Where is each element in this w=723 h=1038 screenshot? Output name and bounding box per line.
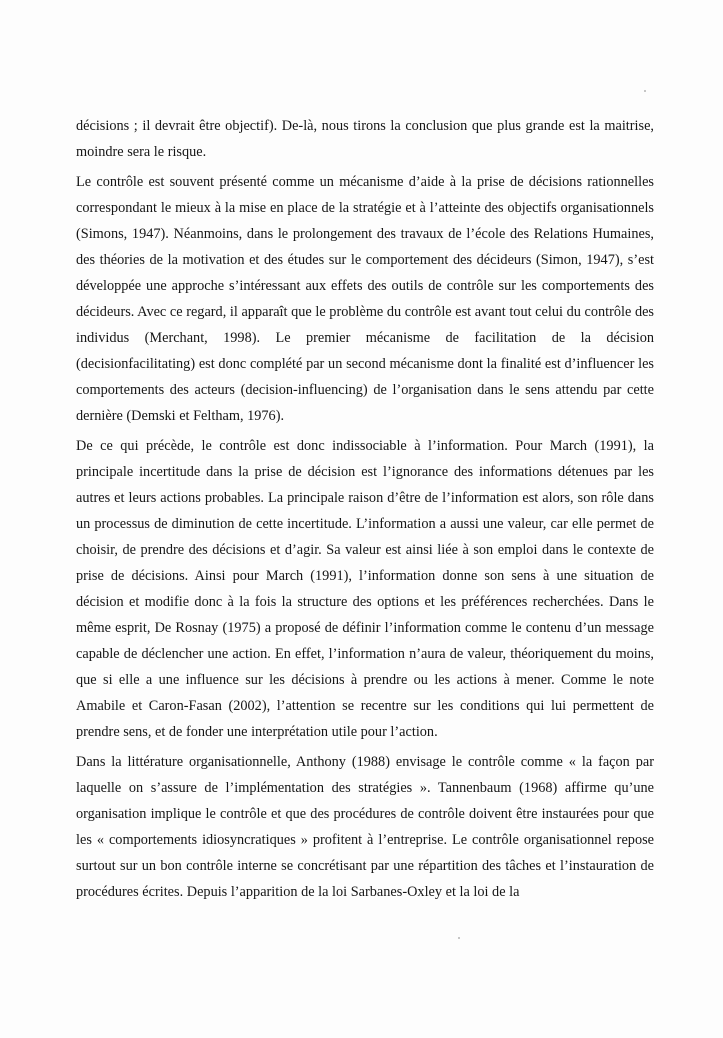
paragraph-3: De ce qui précède, le contrôle est donc indissociable à l’information. Pour March (1991), la principale incertitude dans la prise de décision est l’ignorance des informations détenues par les autres et leurs actions probables. La principale raison d’être de l’information est alors, son rôle dans un processus de diminution de cette incertitude. L’information a aussi une valeur, car elle permet de choisir, de prendre des décisions et d’agir. Sa valeur est ainsi liée à son emploi dans le contexte de prise de décisions. Ainsi pour March (1991), l’information donne son sens à une situation de décision et modifie donc à la fois la structure des options et les préférences recherchées. Dans le même esprit, De Rosnay (1975) a proposé de définir l’information comme le contenu d’un message capable de déclencher une action. En effet, l’information n’aura de valeur, théoriquement du moins, que si elle a une influence sur les décisions à prendre ou les actions à mener. Comme le note Amabile et Caron-Fasan (2002), l’attention se recentre sur les conditions qui lui permettent de prendre sens, et de fonder une interprétation utile pour l’action.: [76, 438, 654, 740]
paragraph-2: Le contrôle est souvent présenté comme un mécanisme d’aide à la prise de décisions rationnelles correspondant le mieux à la mise en place de la stratégie et à l’atteinte des objectifs organisationnels (Simons, 1947). Néanmoins, dans le prolongement des travaux de l’école des Relations Humaines, des théories de la motivation et des études sur le comportement des décideurs (Simon, 1947), s’est développée une approche s’intéressant aux effets des outils de contrôle sur les comportements des décideurs. Avec ce regard, il apparaît que le problème du contrôle est avant tout celui du contrôle des individus (Merchant, 1998). Le premier mécanisme de facilitation de la décision (decisionfacilitating) est donc complété par un second mécanisme dont la finalité est d’influencer les comportements des acteurs (decision-influencing) de l’organisation dans le sens attendu par cette dernière (Demski et Feltham, 1976).: [76, 174, 654, 424]
paragraph-1: décisions ; il devrait être objectif). De-là, nous tirons la conclusion que plus grande est la maitrise, moindre sera le risque.: [76, 118, 654, 160]
scan-speck: [458, 937, 460, 939]
body-text: [76, 113, 654, 905]
scan-speck: [644, 90, 646, 92]
paragraph-4: Dans la littérature organisationnelle, Anthony (1988) envisage le contrôle comme « la façon par laquelle on s’assure de l’implémentation des stratégies ». Tannenbaum (1968) affirme qu’une organisation implique le contrôle et que des procédures de contrôle doivent être instaurées pour que les « comportements idiosyncratiques » profitent à l’entreprise. Le contrôle organisationnel repose surtout sur un bon contrôle interne se concrétisant par une répartition des tâches et l’instauration de procédures écrites. Depuis l’apparition de la loi Sarbanes-Oxley et la loi de la: [76, 754, 654, 900]
